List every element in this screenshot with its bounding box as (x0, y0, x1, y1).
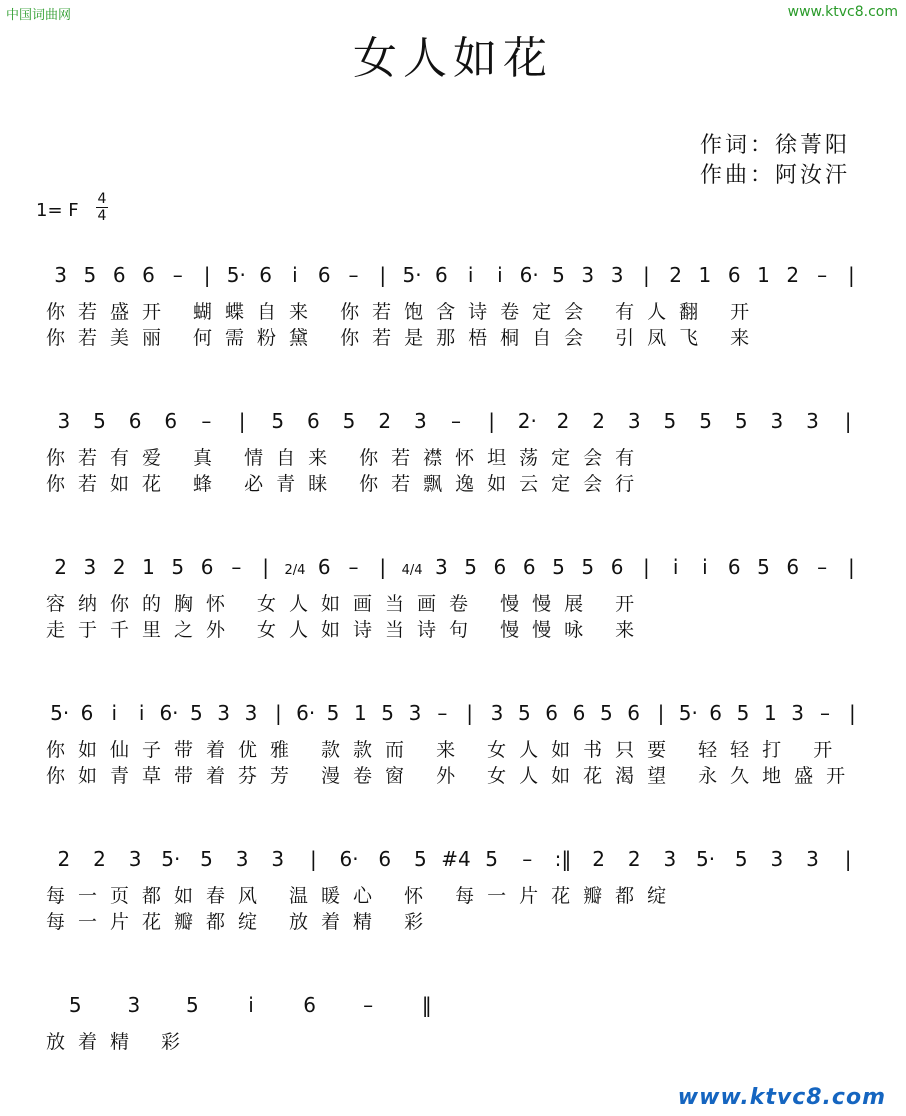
note: 3 (434, 555, 448, 579)
note: 3 (627, 409, 641, 433)
bar-line: | (310, 847, 317, 871)
note: 6 (545, 701, 559, 725)
note: 5 (485, 847, 499, 871)
note: 6 (303, 993, 316, 1017)
note: 3 (244, 701, 258, 725)
note: – (231, 555, 242, 579)
bar-line: ‖ (421, 993, 432, 1017)
note: 2 (93, 847, 106, 871)
note: 6 (522, 555, 536, 579)
note: 5 (734, 409, 748, 433)
note: 5· (696, 847, 716, 871)
note: 5 (342, 409, 356, 433)
note: 6 (627, 701, 641, 725)
watermark-top-left: 中国词曲网 (6, 8, 72, 23)
note: 3 (217, 701, 231, 725)
note: 5 (581, 555, 595, 579)
note: 6· (296, 701, 316, 725)
note: 5· (226, 263, 246, 287)
note: 1 (353, 701, 367, 725)
note: 2 (786, 263, 800, 287)
note: 3 (770, 409, 784, 433)
bar-line: | (848, 701, 856, 725)
note: 5· (678, 701, 698, 725)
bar-line: | (847, 263, 855, 287)
note: 5 (93, 409, 106, 433)
note: – (817, 263, 828, 287)
note: 2 (57, 847, 71, 871)
note: 3 (490, 701, 504, 725)
note: 3 (128, 847, 142, 871)
note: i (672, 555, 679, 579)
note: 3 (581, 263, 595, 287)
note: – (820, 701, 830, 725)
note: – (172, 263, 183, 287)
lyrics-verse-1: 你如仙子带着优雅 款款而 来 女人如书只要 轻轻打 开 (46, 739, 846, 761)
note: i (497, 263, 503, 287)
note: 5 (189, 701, 203, 725)
lyrics-verse-2: 走于千里之外 女人如诗当诗句 慢慢咏 来 (46, 619, 648, 641)
lyrics-verse-1: 你若有爱 真 情自来 你若襟怀坦荡定会有 (46, 447, 648, 469)
note: 1 (698, 263, 712, 287)
note: 6 (80, 701, 94, 725)
note: 3 (806, 409, 819, 433)
note: – (522, 847, 533, 871)
note: 5· (50, 701, 70, 725)
time-signature-bottom: 4 (97, 208, 107, 224)
watermark-bottom: www.ktvc8.com (677, 1085, 886, 1110)
note: 5 (757, 555, 770, 579)
note: 3 (83, 555, 97, 579)
time-signature-top: 4 (97, 191, 107, 207)
note: 2· (517, 409, 537, 433)
note: 5 (271, 409, 285, 433)
bar-line: | (844, 847, 852, 871)
note: – (348, 555, 359, 579)
key-signature: 1= F (36, 200, 79, 221)
note: 3 (54, 263, 68, 287)
lyrics-verse-1: 放着精 彩 (46, 1031, 194, 1053)
lyrics-verse-1: 你若盛开 蝴蝶自来 你若饱含诗卷定会 有人翻 开 (46, 301, 763, 323)
bar-line: | (844, 409, 852, 433)
note: – (201, 409, 212, 433)
bar-line: | (642, 263, 650, 287)
note: #4 (441, 847, 471, 871)
lyrics-verse-2: 你若美丽 何需粉黛 你若是那梧桐自会 引凤飞 来 (46, 327, 763, 349)
note: 5 (326, 701, 340, 725)
note: 2 (556, 409, 570, 433)
bar-line: :‖ (554, 847, 572, 871)
note: 5 (381, 701, 395, 725)
note: 2 (592, 847, 605, 871)
note: 5 (663, 409, 677, 433)
note: 6 (259, 263, 273, 287)
note: – (348, 263, 359, 287)
note: 5 (413, 847, 427, 871)
note: 5· (161, 847, 181, 871)
bar-line: | (466, 701, 474, 725)
note: 6 (493, 555, 507, 579)
note: 6 (164, 409, 178, 433)
note: i (467, 263, 474, 287)
note: 5 (186, 993, 199, 1017)
note: 6· (159, 701, 179, 725)
note: 6 (307, 409, 320, 433)
note: 5 (68, 993, 82, 1017)
note: 6 (727, 555, 741, 579)
music-system-5 (0, 840, 906, 970)
note: 1 (757, 263, 770, 287)
note: 3 (791, 701, 805, 725)
bar-line: | (262, 555, 270, 579)
lyrics-verse-2: 你如青草带着芬芳 漫卷窗 外 女人如花渴望 永久地盛开 (46, 765, 859, 787)
note: 6 (709, 701, 723, 725)
bar-line: | (847, 555, 855, 579)
music-system-2 (0, 402, 906, 532)
note: 3 (127, 993, 141, 1017)
note: 2 (112, 555, 126, 579)
music-system-4 (0, 694, 906, 824)
note: 6 (317, 555, 331, 579)
note: 5· (402, 263, 422, 287)
note: 6 (572, 701, 586, 725)
note: 3 (235, 847, 249, 871)
note: 5 (200, 847, 213, 871)
note: 5 (599, 701, 613, 725)
watermark-top-right: www.ktvc8.com (787, 4, 898, 20)
bar-line: | (642, 555, 650, 579)
note: 6 (378, 847, 392, 871)
lyrics-verse-2: 每一片花瓣都绽 放着精 彩 (46, 911, 437, 933)
note: 3 (271, 847, 285, 871)
note: 6 (727, 263, 741, 287)
note: 5 (552, 263, 565, 287)
note: 5 (736, 701, 750, 725)
note: 5 (734, 847, 748, 871)
note: 3 (57, 409, 71, 433)
note: 6· (519, 263, 539, 287)
note: – (363, 993, 374, 1017)
note: 2 (54, 555, 68, 579)
note: 5 (552, 555, 565, 579)
music-system-3 (0, 548, 906, 678)
song-title: 女人如花 (353, 33, 553, 84)
lyrics-verse-1: 容纳你的胸怀 女人如画当画卷 慢慢展 开 (46, 593, 648, 615)
note: 3 (663, 847, 677, 871)
note: 3 (770, 847, 784, 871)
composer-credit: 作曲：阿汝汗 (700, 163, 851, 188)
note: 6 (786, 555, 800, 579)
bar-line: | (379, 555, 387, 579)
bar-line: | (379, 263, 387, 287)
note: 4/4 (401, 563, 423, 578)
note: 2 (592, 409, 605, 433)
note: 6 (434, 263, 448, 287)
lyrics-verse-1: 每一页都如春风 温暖心 怀 每一片花瓣都绽 (46, 885, 680, 907)
note: 3 (806, 847, 819, 871)
note: 3 (610, 263, 624, 287)
bar-line: | (203, 263, 211, 287)
note: i (702, 555, 708, 579)
note: 2/4 (284, 563, 306, 578)
note: – (451, 409, 461, 433)
note: i (138, 701, 145, 725)
note: 6 (200, 555, 214, 579)
bar-line: | (488, 409, 496, 433)
note: i (292, 263, 298, 287)
bar-line: | (274, 701, 282, 725)
note: – (817, 555, 828, 579)
note: 6 (610, 555, 624, 579)
note: 6· (339, 847, 359, 871)
note: 3 (413, 409, 427, 433)
music-system-1 (0, 256, 906, 386)
note: 6 (112, 263, 126, 287)
lyrics-verse-2: 你若如花 蜂 必青睐 你若飘逸如云定会行 (46, 473, 648, 495)
note: 1 (763, 701, 777, 725)
note: 5 (699, 409, 712, 433)
note: 2 (378, 409, 392, 433)
note: – (437, 701, 448, 725)
note: 6 (142, 263, 155, 287)
note: 2 (669, 263, 683, 287)
lyricist-credit: 作词：徐菁阳 (700, 133, 851, 158)
bar-line: | (657, 701, 665, 725)
note: i (111, 701, 118, 725)
note: 5 (517, 701, 531, 725)
note: 5 (171, 555, 185, 579)
note: 6 (317, 263, 331, 287)
note: 6 (128, 409, 142, 433)
note: 5 (464, 555, 478, 579)
note: 1 (142, 555, 155, 579)
note: 3 (408, 701, 422, 725)
note: i (248, 993, 254, 1017)
time-signature (96, 192, 108, 223)
note: 2 (627, 847, 641, 871)
bar-line: | (238, 409, 246, 433)
note: 5 (83, 263, 97, 287)
